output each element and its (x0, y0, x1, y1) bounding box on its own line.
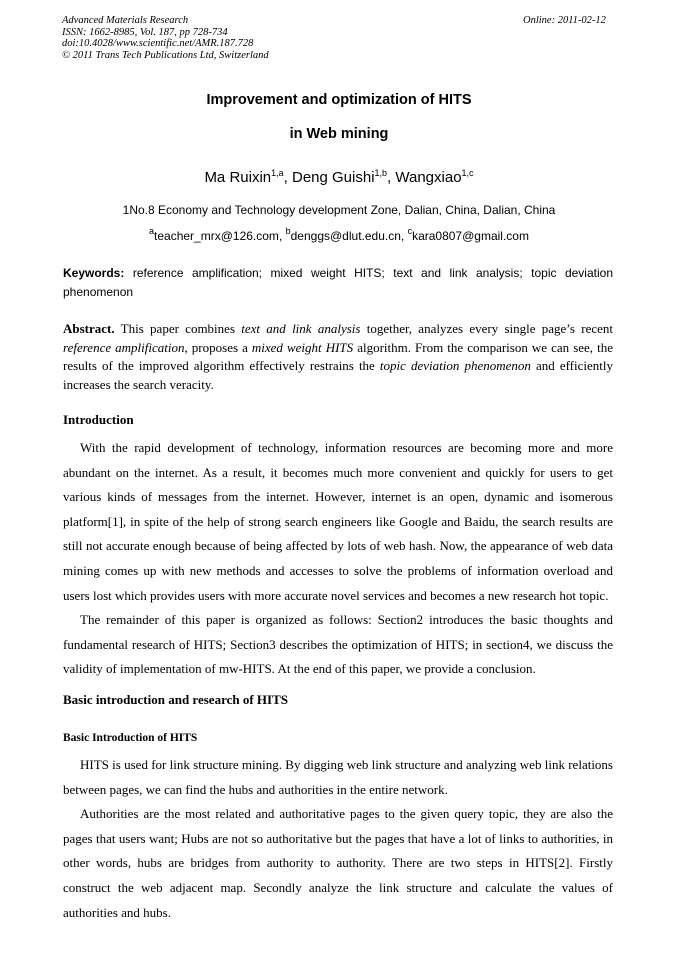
issn-line: ISSN: 1662-8985, Vol. 187, pp 728-734 (62, 26, 228, 38)
abstract-text: together, analyzes every single page’s recent (360, 321, 613, 336)
section-heading-introduction: Introduction (63, 412, 134, 427)
author-list (0, 169, 678, 186)
paragraph: Authorities are the most related and authoritative pages to the given query topic, they are also the pages that users want; Hubs are not so authoritative but the pages that have a lot of links to authorities, in other words, hubs are bridges from authority to authority. There are two steps in HITS[2]. Firstly construct the web adjacent map. Secondly analyze the link structure and calculate the values of authorities and hubs. (63, 806, 613, 920)
author-name: Deng Guishi (291, 169, 375, 186)
author-affiliation-mark: 1,c (461, 168, 474, 178)
journal-header (62, 15, 269, 61)
copyright-line: © 2011 Trans Tech Publications Ltd, Switzerland (62, 49, 269, 61)
abstract (63, 320, 613, 394)
abstract-label: Abstract. (63, 321, 115, 336)
online-date: Online: 2011-02-12 (523, 15, 606, 26)
journal-name: Advanced Materials Research (62, 15, 189, 26)
abstract-emphasis: text and link analysis (241, 321, 361, 336)
separator: , (283, 169, 292, 186)
subsection-heading: Basic Introduction of HITS (63, 732, 198, 744)
keywords-text: reference amplification; mixed weight HITS; text and link analysis; topic deviation phenomenon (63, 266, 613, 299)
affiliation: 1No.8 Economy and Technology development Zone, Dalian, China, Dalian, China (122, 203, 556, 217)
abstract-text: algorithm. From the comparison we can see, the results of the improved algorithm effectively restrains the (63, 339, 613, 373)
author-name: Wangxiao (395, 169, 462, 186)
abstract-emphasis: mixed weight HITS (251, 339, 354, 355)
abstract-text: This paper combines (114, 321, 242, 336)
email-list (0, 226, 678, 243)
separator: , (278, 229, 286, 243)
basic-body (63, 753, 613, 925)
email-mark: b (285, 226, 291, 236)
section-heading-basic: Basic introduction and research of HITS (63, 692, 288, 707)
paper-title-line-1: Improvement and optimization of HITS (206, 92, 472, 108)
abstract-emphasis: reference amplification (63, 339, 185, 355)
introduction-body (63, 436, 613, 682)
paragraph: HITS is used for link structure mining. By digging web link structure and analyzing web link relations between pages, we can find the hubs and authorities in the entire network. (63, 757, 613, 797)
paragraph: With the rapid development of technology, information resources are becoming more and more abundant on the internet. As a result, it becomes much more convenient and quickly for users to get various kinds of messages from the internet. However, internet is an open, dynamic and isomerous platform[1], in spite of the help of strong search engineers like Google and Baidu, the search results are still not accurate enough because of being affected by lots of web hash. Now, the appearance of web data mining comes up with new methods and accesses to solve the problems of information overload and users lost which provides users with more accurate novel services and becomes a new research hot topic. (63, 440, 613, 603)
doi-line: doi:10.4028/www.scientific.net/AMR.187.728 (62, 38, 254, 49)
email-link[interactable]: denggs@dlut.edu.cn (290, 229, 401, 243)
separator: , (400, 229, 408, 243)
keywords-label: Keywords: (63, 266, 125, 280)
author-affiliation-mark: 1,a (271, 168, 284, 178)
keywords (63, 264, 613, 302)
abstract-emphasis: topic deviation phenomenon (379, 358, 531, 373)
abstract-text: and efficiently increases the search veracity. (63, 358, 613, 392)
email-link[interactable]: teacher_mrx@126.com (154, 229, 279, 243)
paper-title-line-2: in Web mining (289, 126, 389, 142)
author-affiliation-mark: 1,b (374, 168, 388, 178)
paragraph: The remainder of this paper is organized as follows: Section2 introduces the basic thoughts and fundamental research of HITS; Section3 describes the optimization of HITS; in section4, we discuss the validity of implementation of mw-HITS. At the end of this paper, we provide a conclusion. (63, 612, 613, 677)
abstract-text: , proposes a (184, 339, 252, 355)
email-link[interactable]: kara0807@gmail.com (412, 229, 529, 243)
email-mark: a (149, 226, 155, 236)
email-mark: c (407, 226, 413, 236)
author-name: Ma Ruixin (204, 169, 272, 186)
separator: , (387, 169, 396, 186)
